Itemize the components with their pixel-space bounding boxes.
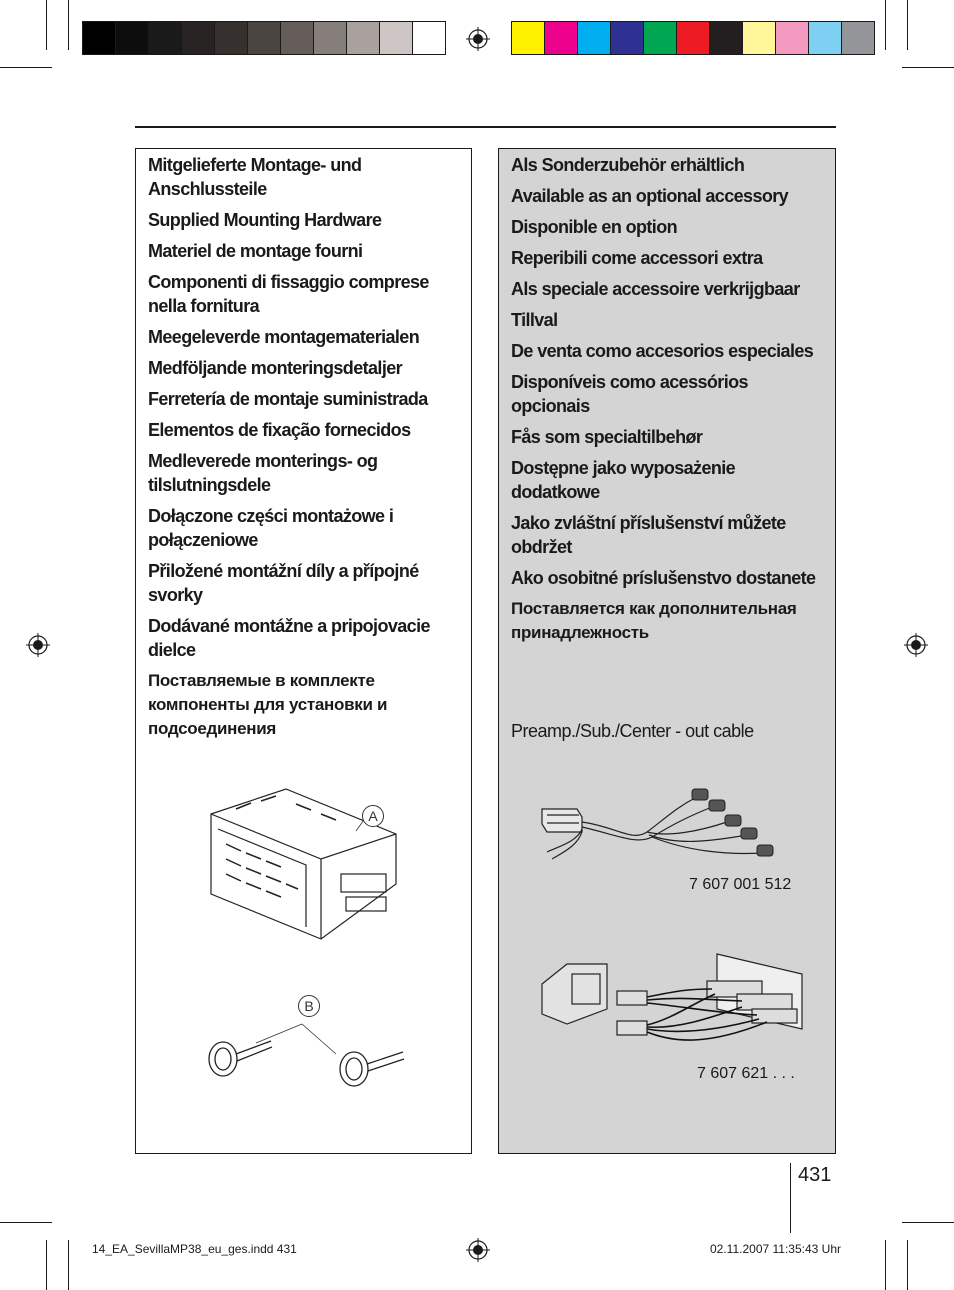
heading-item: Medföljande monteringsdetaljer: [148, 358, 403, 378]
grayscale-swatch: [248, 22, 281, 54]
grayscale-swatch: [116, 22, 149, 54]
process-swatch: [677, 22, 710, 54]
grayscale-swatch: [149, 22, 182, 54]
heading-item: Fås som specialtilbehør: [511, 427, 703, 447]
grayscale-color-bar: [82, 21, 446, 55]
heading-item: Componenti di fissaggio comprese nella fornitura: [148, 272, 429, 316]
optional-accessory-panel: [498, 148, 836, 1154]
crop-mark: [0, 67, 52, 68]
heading-item: Ferretería de montaje suministrada: [148, 389, 428, 409]
process-swatch: [644, 22, 677, 54]
heading-item: Als Sonderzubehör erhältlich: [511, 155, 745, 175]
heading-item: Elementos de fixação fornecidos: [148, 420, 411, 440]
crop-mark: [885, 0, 886, 50]
crop-mark: [902, 1222, 954, 1223]
crop-mark: [907, 1240, 908, 1290]
supplied-hardware-headings: [148, 153, 463, 748]
heading-item: Reperibili come accessori extra: [511, 248, 763, 268]
process-swatch: [545, 22, 578, 54]
crop-mark: [68, 0, 69, 50]
heading-item: Přiložené montážní díly a přípojné svorky: [148, 561, 419, 605]
grayscale-swatch: [182, 22, 215, 54]
heading-item: Dodávané montážne a pripojovacie dielce: [148, 616, 430, 660]
heading-item: Dołączone części montażowe i połączeniowe: [148, 506, 394, 550]
optional-accessory-headings: [511, 153, 827, 652]
part-number-adapter: 7 607 621 . . .: [697, 1065, 795, 1082]
heading-item: Medleverede monterings- og tilslutningsdele: [148, 451, 378, 495]
heading-item: Materiel de montage fourni: [148, 241, 363, 261]
heading-item: Als speciale accessoire verkrijgbaar: [511, 279, 800, 299]
removal-keys-illustration: [206, 1029, 406, 1109]
heading-item: Mitgelieferte Montage- und Anschlussteile: [148, 155, 362, 199]
crop-mark: [0, 1222, 52, 1223]
crop-mark: [902, 67, 954, 68]
registration-mark-icon: [26, 633, 50, 657]
heading-item: De venta como accesorios especiales: [511, 341, 814, 361]
heading-item: Meegeleverde montagematerialen: [148, 327, 420, 347]
heading-item: Ako osobitné príslušenstvo dostanete: [511, 568, 816, 588]
heading-item: Supplied Mounting Hardware: [148, 210, 382, 230]
page-number-rule: [790, 1163, 791, 1233]
process-swatch: [776, 22, 809, 54]
grayscale-swatch: [215, 22, 248, 54]
heading-item: Tillval: [511, 310, 558, 330]
registration-mark-icon: [466, 27, 490, 51]
top-rule: [135, 126, 836, 128]
grayscale-swatch: [347, 22, 380, 54]
heading-item: Jako zvláštní příslušenství můžete obdržet: [511, 513, 786, 557]
callout-b: B: [298, 995, 320, 1017]
heading-item: Disponíveis como acessórios opcionais: [511, 372, 748, 416]
grayscale-swatch: [83, 22, 116, 54]
crop-mark: [885, 1240, 886, 1290]
slug-timestamp: 02.11.2007 11:35:43 Uhr: [710, 1242, 841, 1256]
process-swatch: [809, 22, 842, 54]
crop-mark: [46, 1240, 47, 1290]
process-swatch: [743, 22, 776, 54]
part-number-cable: 7 607 001 512: [689, 876, 792, 893]
grayscale-swatch: [314, 22, 347, 54]
slug-filename: 14_EA_SevillaMP38_eu_ges.indd 431: [92, 1242, 297, 1256]
process-swatch: [578, 22, 611, 54]
registration-mark-icon: [466, 1238, 490, 1262]
heading-item: Available as an optional accessory: [511, 186, 789, 206]
process-swatch: [710, 22, 743, 54]
crop-mark: [46, 0, 47, 50]
crop-mark: [68, 1240, 69, 1290]
process-color-bar: [511, 21, 875, 55]
grayscale-swatch: [413, 22, 445, 54]
crop-mark: [907, 0, 908, 50]
process-swatch: [842, 22, 874, 54]
preamp-cable-illustration: [537, 787, 787, 869]
heading-item: Dostępne jako wyposażenie dodatkowe: [511, 458, 736, 502]
callout-a: A: [362, 805, 384, 827]
page-number: 431: [798, 1164, 832, 1186]
process-swatch: [512, 22, 545, 54]
heading-item: Поставляется как дополнительная принадлежность: [511, 599, 797, 642]
registration-mark-icon: [904, 633, 928, 657]
cable-label: Preamp./Sub./Center - out cable: [511, 721, 754, 741]
process-swatch: [611, 22, 644, 54]
grayscale-swatch: [380, 22, 413, 54]
grayscale-swatch: [281, 22, 314, 54]
heading-item: Поставляемые в комплекте компоненты для установки и подсоединения: [148, 671, 388, 738]
adapter-cable-illustration: [537, 949, 807, 1059]
heading-item: Disponible en option: [511, 217, 677, 237]
supplied-hardware-panel: [135, 148, 472, 1154]
